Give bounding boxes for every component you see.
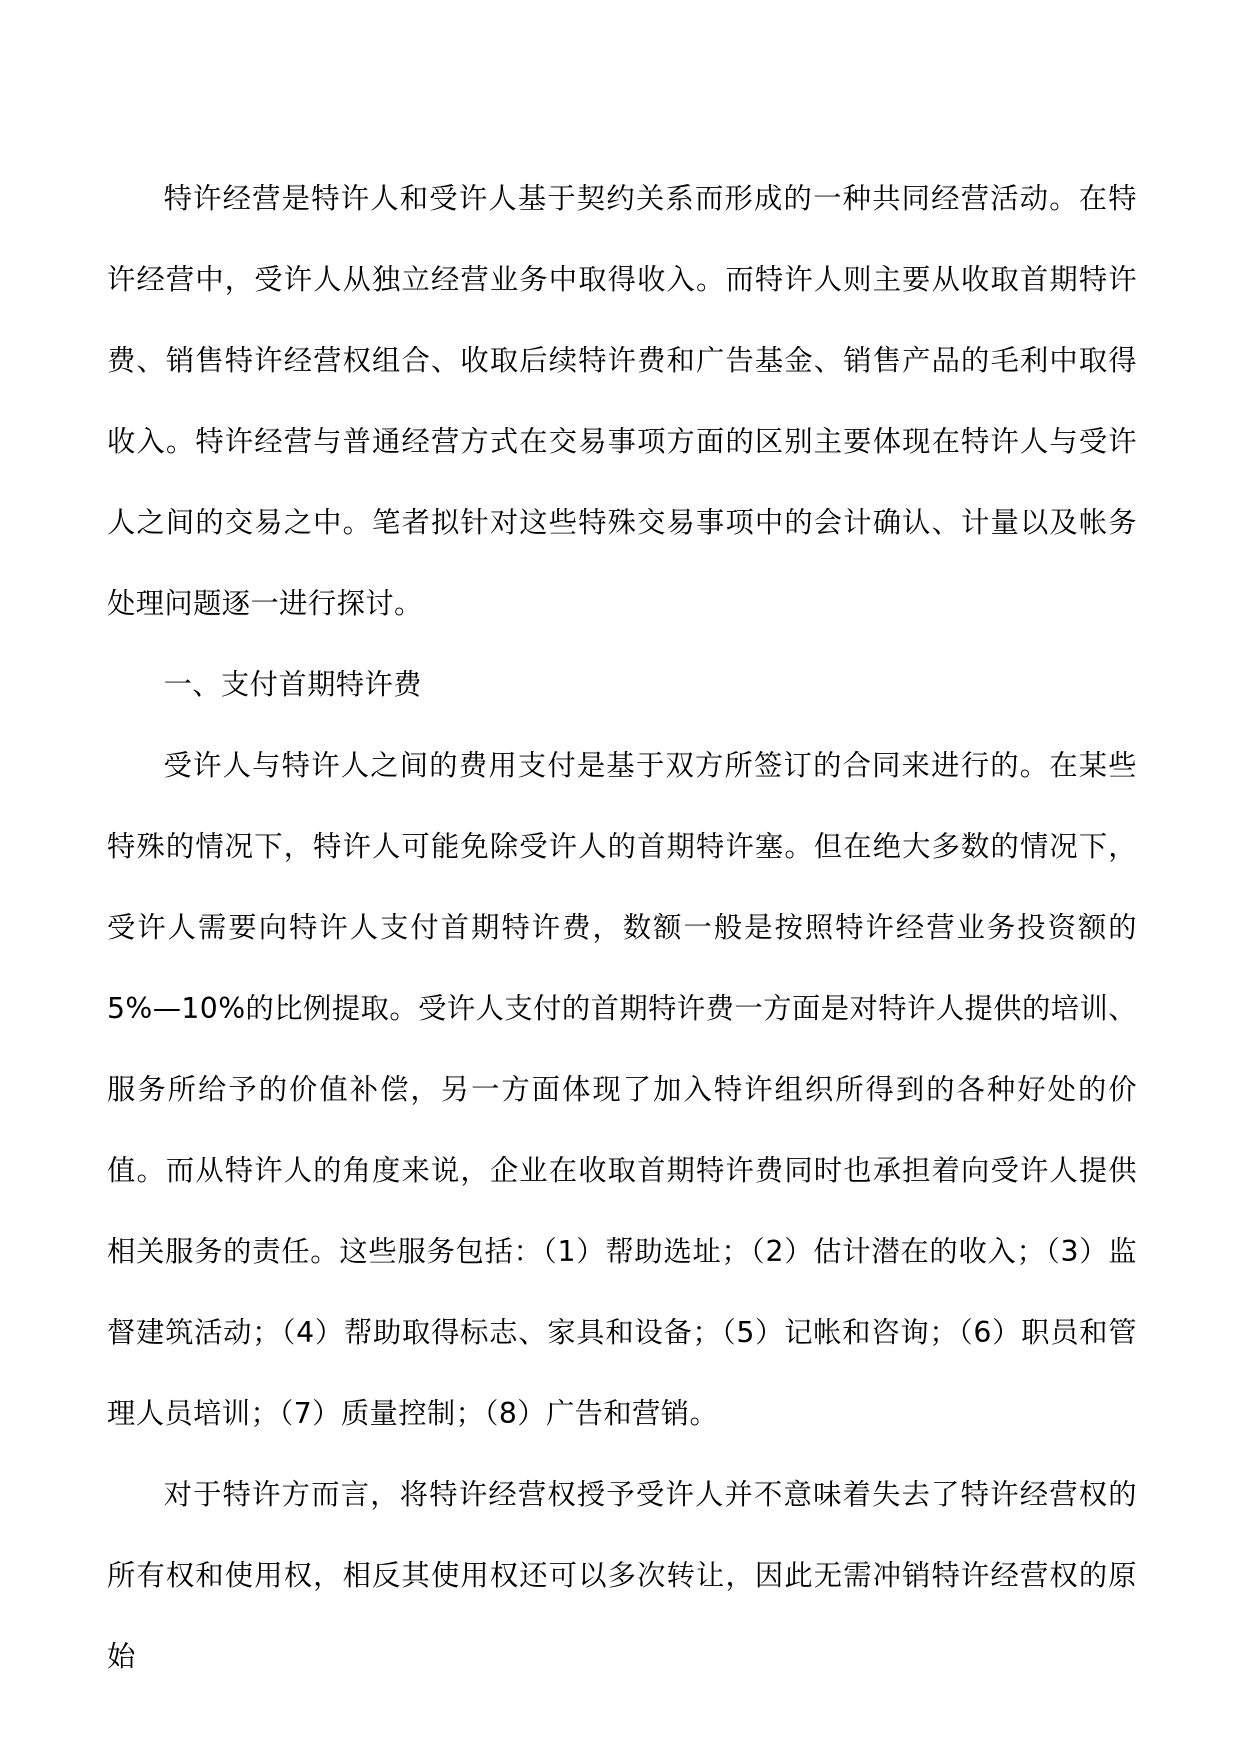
franchisor-paragraph: 对于特许方而言，将特许经营权授予受许人并不意味着失去了特许经营权的所有权和使用权，相反其使用权还可以多次转让，因此无需冲销特许经营权的原始 (107, 1478, 1137, 1673)
intro-paragraph: 特许经营是特许人和受许人基于契约关系而形成的一种共同经营活动。在特许经营中，受许人从独立经营业务中取得收入。而特许人则主要从收取首期特许费、销售特许经营权组合、收取后续特许费和广告基金、销售产品的毛利中取得收入。特许经营与普通经营方式在交易事项方面的区别主要体现在特许人与受许人之间的交易之中。笔者拟针对这些特殊交易事项中的会计确认、计量以及帐务处理问题逐一进行探讨。 (107, 182, 1137, 620)
document-body (107, 158, 1137, 1697)
fee-paragraph: 受许人与特许人之间的费用支付是基于双方所签订的合同来进行的。在某些特殊的情况下，特许人可能免除受许人的首期特许塞。但在绝大多数的情况下，受许人需要向特许人支付首期特许费，数额一般是按照特许经营业务投资额的 5%—10%的比例提取。受许人支付的首期特许费一方面是对特许人提供的培训、服务所给予的价值补偿，另一方面体现了加入特许组织所得到的各种好处的价值。而从特许人的角度来说，企业在收取首期特许费同时也承担着向受许人提供相关服务的责任。这些服务包括：（1）帮助选址；（2）估计潜在的收入；（3）监督建筑活动；（4）帮助取得标志、家具和设备；（5）记帐和咨询；（6）职员和管理人员培训；（7）质量控制；（8）广告和营销。 (107, 749, 1137, 1430)
section-heading: 一、支付首期特许费 (163, 668, 422, 701)
